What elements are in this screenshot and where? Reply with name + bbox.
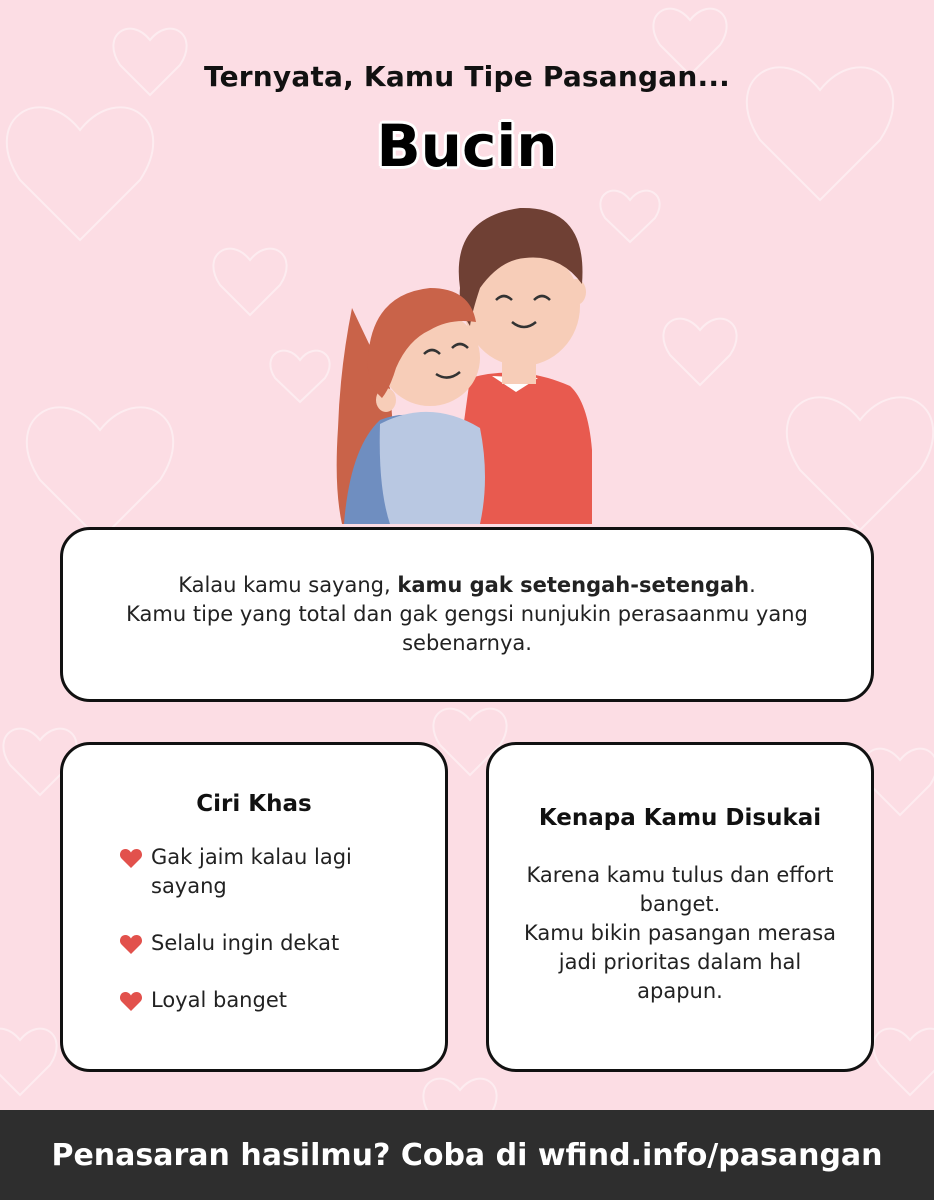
why-card <box>486 742 874 1072</box>
trait-text: Gak jaim kalau lagi sayang <box>151 845 352 898</box>
description-highlight: kamu gak setengah-setengah <box>397 573 750 597</box>
why-line-1: Karena kamu tulus dan effort banget. <box>526 863 834 916</box>
traits-title: Ciri Khas <box>196 791 312 817</box>
couple-hug-illustration <box>320 188 620 524</box>
why-text <box>513 861 847 1006</box>
result-title: Bucin <box>376 112 558 180</box>
trait-item <box>119 929 415 958</box>
footer-link[interactable]: wfind.info/pasangan <box>537 1137 883 1173</box>
description-period: . <box>749 573 756 597</box>
footer-banner <box>0 1110 934 1200</box>
heart-icon <box>119 847 143 869</box>
trait-item <box>119 843 415 901</box>
why-title: Kenapa Kamu Disukai <box>538 805 822 831</box>
trait-item <box>119 986 415 1015</box>
description-text <box>103 571 831 658</box>
trait-text: Selalu ingin dekat <box>151 931 340 955</box>
description-detail: Kamu tipe yang total dan gak gengsi nunjukin perasaanmu yang sebenarnya. <box>126 602 808 655</box>
traits-card <box>60 742 448 1072</box>
description-card <box>60 527 874 702</box>
result-subtitle: Ternyata, Kamu Tipe Pasangan... <box>204 60 730 93</box>
trait-text: Loyal banget <box>151 988 287 1012</box>
description-lead: Kalau kamu sayang, <box>178 573 398 597</box>
traits-list <box>119 843 415 1015</box>
why-line-2: Kamu bikin pasangan merasa jadi prioritas dalam hal apapun. <box>523 921 837 1003</box>
footer-text: Penasaran hasilmu? Coba di <box>51 1137 538 1173</box>
heart-icon <box>119 933 143 955</box>
heart-icon <box>119 990 143 1012</box>
